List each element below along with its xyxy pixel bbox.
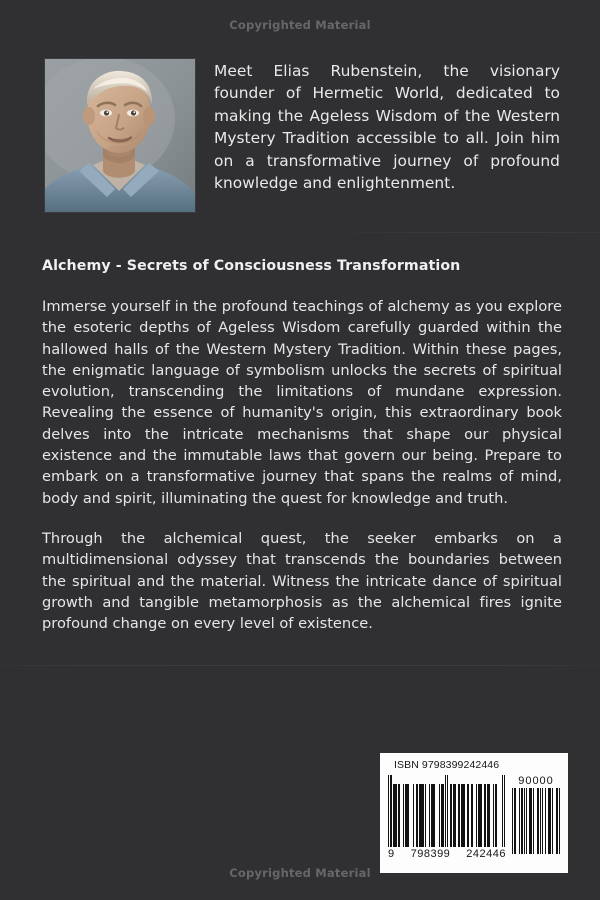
blurb-paragraph-2: Through the alchemical quest, the seeker embarks on a multidimensional odyssey that transcends the boundaries between the spiritual and the material. Witness the intricate dance of spiritual growth and tangible metamorphosis as the alchemical fires ignite profound change on every level of existence. — [42, 530, 562, 633]
ean13-digits-left: 798399 — [410, 848, 451, 860]
blurb-paragraph-1: Immerse yourself in the profound teachings of alchemy as you explore the esoteric depths of Ageless Wisdom carefully guarded within the hallowed halls of the Western Mystery Tradition. Within these pages, the enigmatic language of symbolism unlocks the secrets of spiritual evolution, transcending the limitations of mundane expression. Revealing the essence of humanity's origin, this extraordinary book delves into the intricate mechanisms that shape our physical existence and the immutable laws that govern our being. Prepare to embark on a transformative journey that spans the realms of mind, body and spirit, illuminating the quest for knowledge and truth. — [42, 298, 562, 507]
ean13-digit-prefix: 9 — [388, 848, 395, 860]
copyrighted-material-watermark-top: Copyrighted Material — [229, 18, 371, 32]
divider-upper — [330, 232, 600, 233]
divider-lower — [0, 665, 600, 666]
ean13-bars — [388, 775, 506, 847]
copyrighted-material-watermark-bottom: Copyrighted Material — [229, 866, 371, 880]
ean13-human-readable — [388, 848, 506, 860]
ean5-addon-bars — [512, 788, 560, 854]
barcode-row — [388, 775, 560, 860]
author-portrait-photo — [44, 58, 196, 213]
ean5-addon-symbol — [512, 775, 560, 854]
ean13-main-symbol — [388, 775, 506, 860]
author-bio-text: Meet Elias Rubenstein, the visionary founder of Hermetic World, dedicated to making the Ageless Wisdom of the Western Mystery Tradition accessible to all. Join him on a transformative journey of profound knowledge and enlightenment. — [214, 62, 560, 193]
author-portrait-illustration — [45, 59, 195, 212]
isbn-barcode — [380, 753, 568, 873]
blurb-headline: Alchemy - Secrets of Consciousness Transformation — [42, 258, 461, 274]
ean13-digits-right: 242446 — [466, 848, 506, 860]
ean5-addon-digits: 90000 — [518, 775, 554, 787]
isbn-number-label: ISBN 9798399242446 — [394, 759, 500, 771]
